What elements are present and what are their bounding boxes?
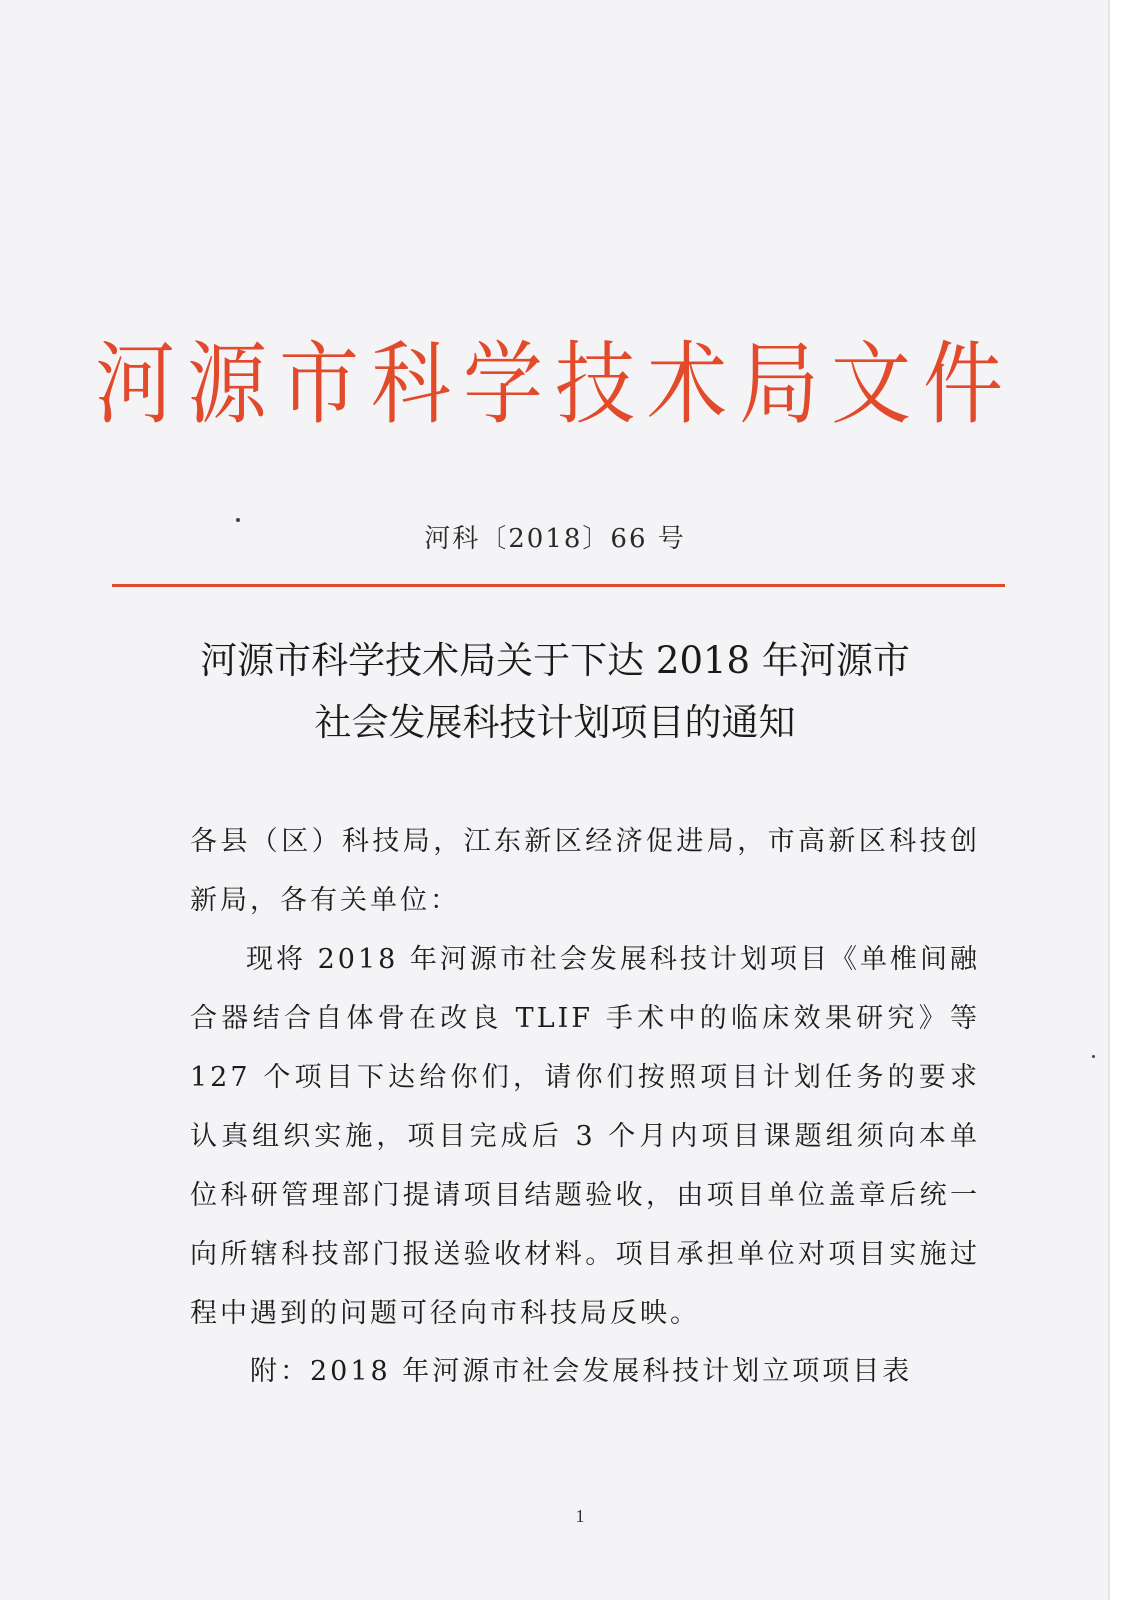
body-paragraph: 现将 2018 年河源市社会发展科技计划项目《单椎间融合器结合自体骨在改良 TLIF 手术中的临床效果研究》等 127 个项目下达给你们，请你们按照项目计划任务的要求认真组织实施，项目完成后 3 个月内项目课题组须向本单位科研管理部门提请项目结题验收，由项目单位盖章后统一向所辖科技部门报送验收材料。项目承担单位对项目实施过程中遇到的问题可径向市科技局反映。 — [190, 944, 980, 1329]
scan-speck — [236, 518, 240, 522]
scan-margin — [1110, 0, 1131, 1600]
attachment-line: 附：2018 年河源市社会发展科技计划立项项目表 — [250, 1356, 913, 1387]
salutation: 各县（区）科技局，江东新区经济促进局，市高新区科技创新局，各有关单位： — [190, 826, 980, 916]
scan-speck — [1092, 1055, 1095, 1058]
notice-title-line-2: 社会发展科技计划项目的通知 — [314, 701, 796, 744]
red-divider-line — [112, 584, 1005, 587]
notice-body — [190, 812, 980, 1343]
letterhead-title: 河源市科学技术局文件 — [95, 332, 1015, 437]
notice-title-line-1: 河源市科学技术局关于下达 2018 年河源市 — [200, 639, 910, 682]
document-number: 河科〔2018〕66 号 — [424, 524, 686, 554]
notice-title — [0, 630, 1110, 754]
page-number: 1 — [575, 1506, 585, 1526]
